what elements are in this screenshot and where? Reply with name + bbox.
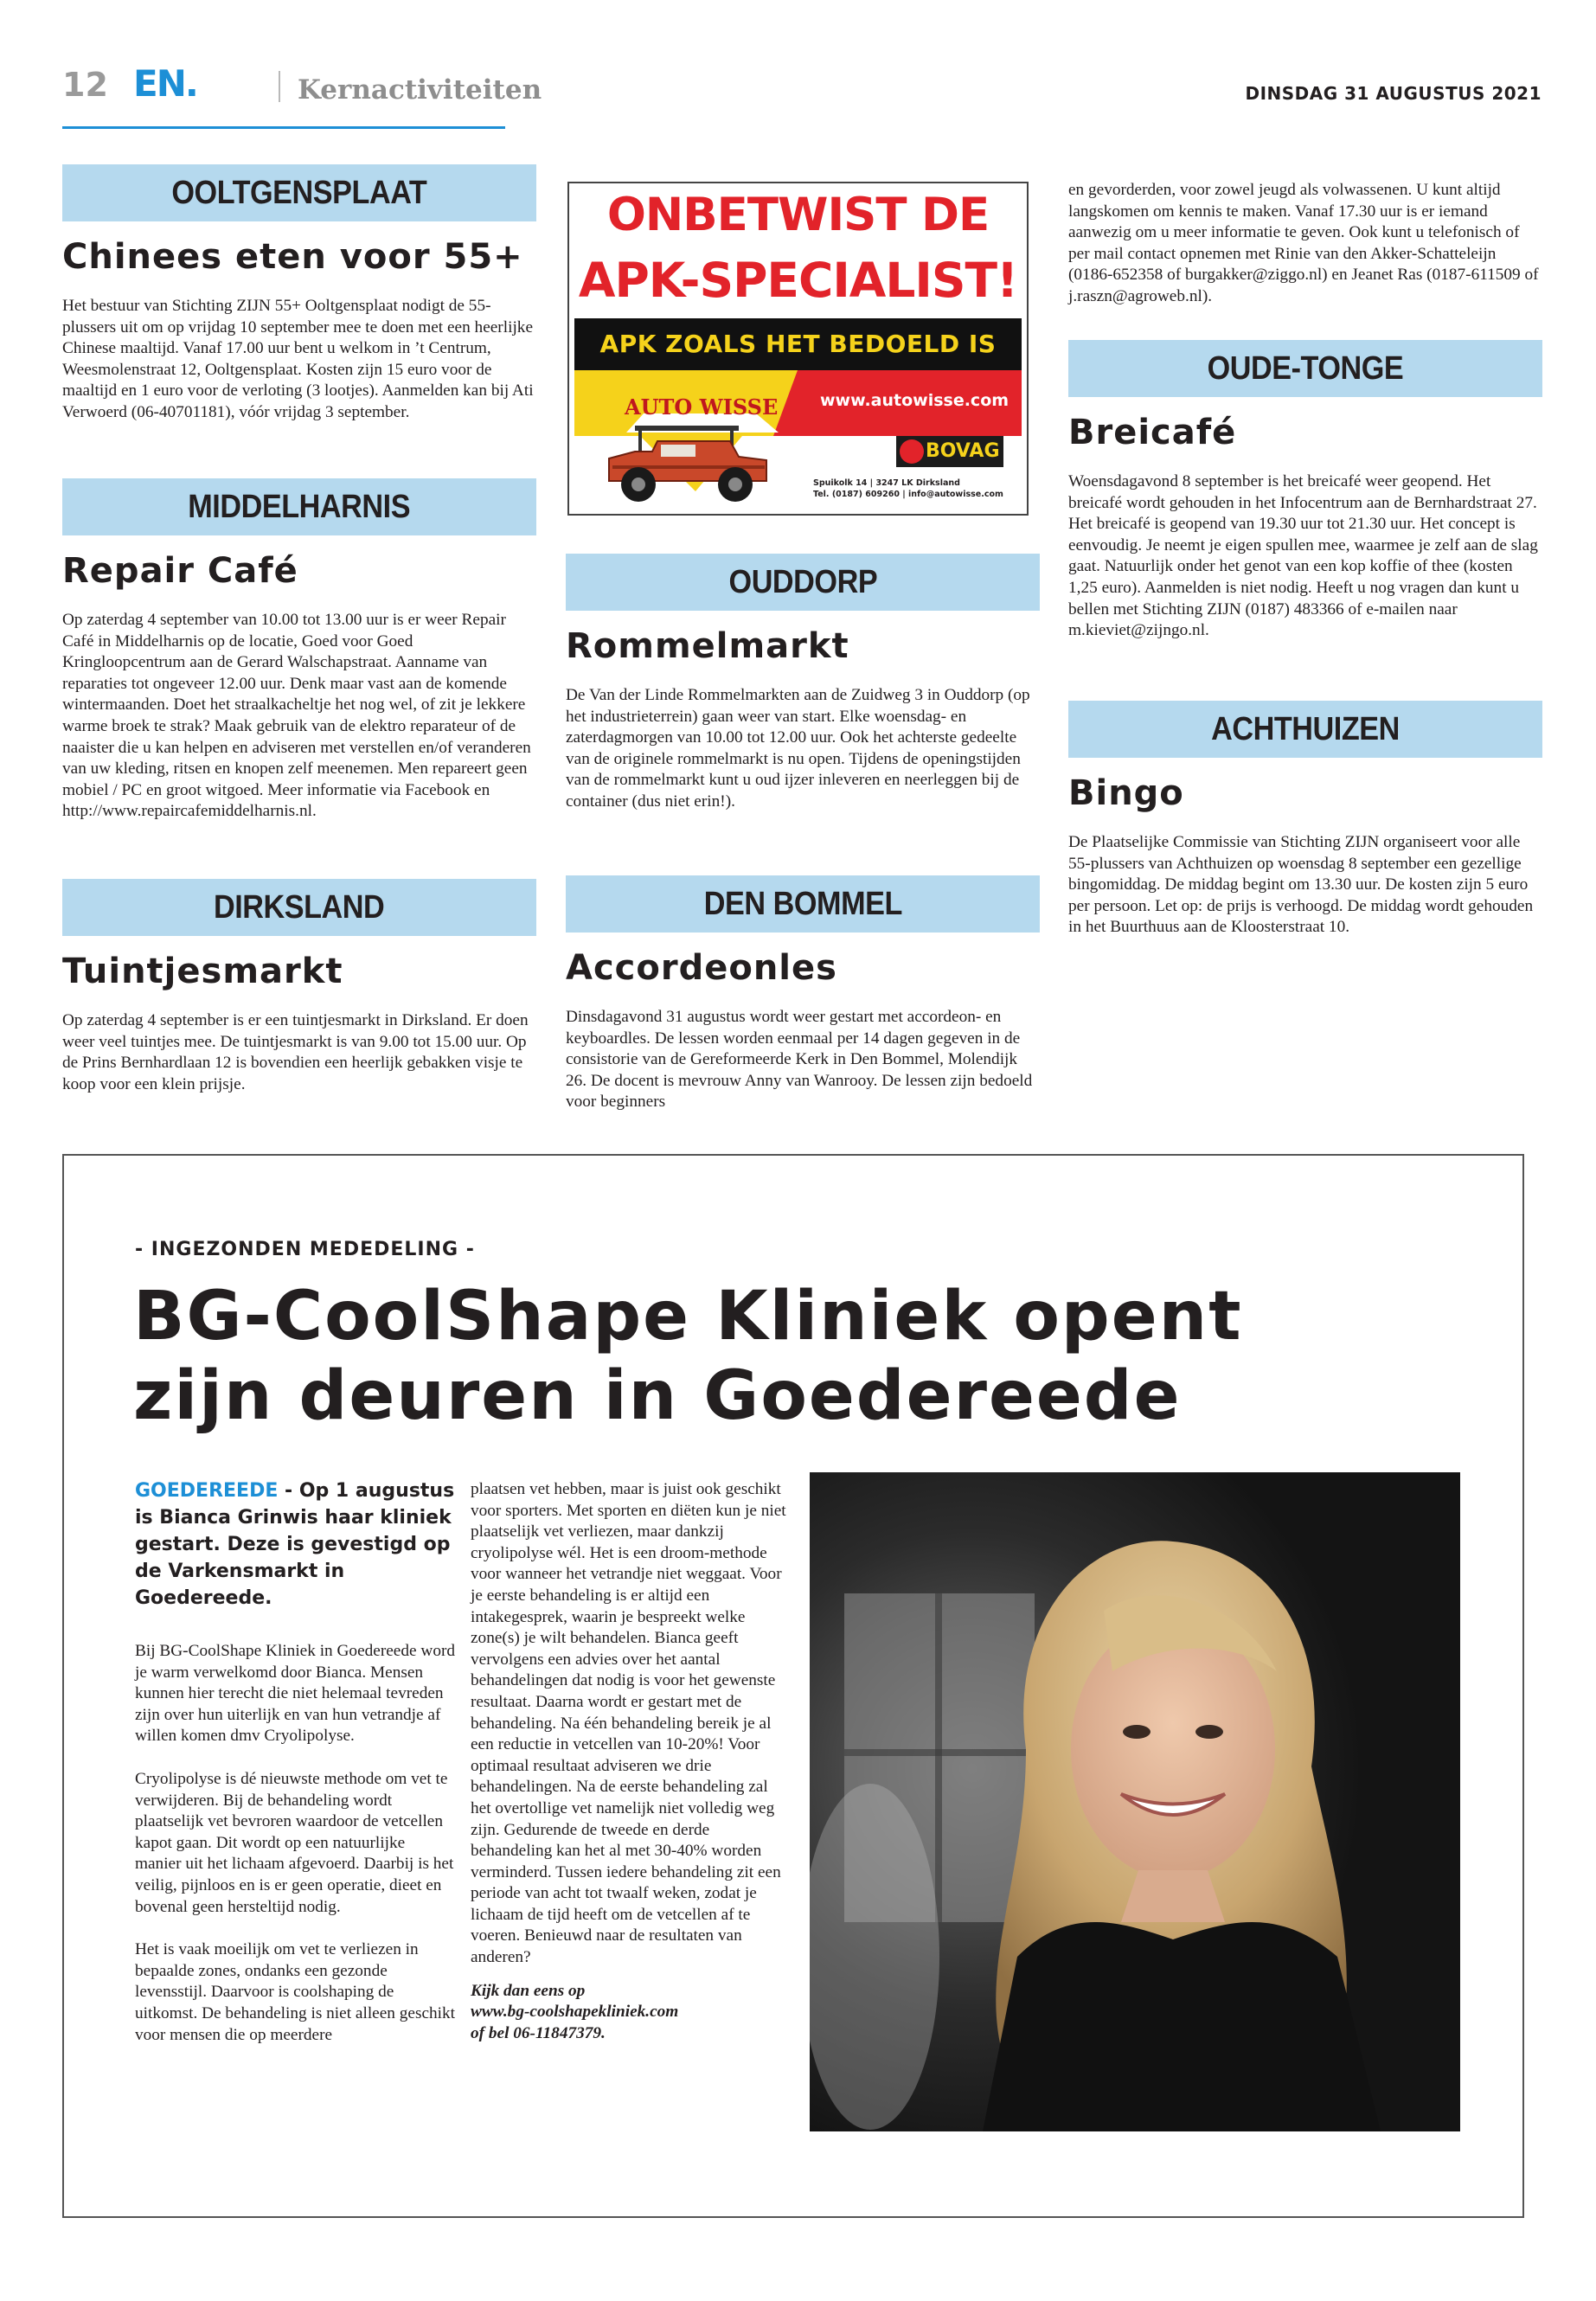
lead-location: GOEDEREEDE [135, 1480, 279, 1502]
bovag-logo-icon [900, 439, 924, 464]
masthead [62, 62, 1542, 114]
advertorial-body [135, 1641, 455, 2046]
ad-website-link[interactable]: www.autowisse.com [820, 391, 1010, 410]
bovag-label: BOVAG [926, 440, 1000, 462]
article-headline: Bingo [1068, 773, 1184, 813]
lead-text: - Op 1 augustus is Bianca Grinwis haar kliniek gestart. Deze is gevestigd op de Varkensmarkt in Goedereede. [135, 1480, 455, 1609]
ad-address [813, 478, 1003, 500]
article-body: Op zaterdag 4 september is er een tuintjesmarkt in Dirksland. Er doen weer veel tuintjes mee. De tuintjesmarkt is van 9.00 tot 15.00 uur. Op de Prins Bernhardlaan 12 is bovendien een heerlijk gebakken visje te koop voor een klein prijsje. [62, 1011, 529, 1093]
article-body: en gevorderden, voor zowel jeugd als volwassenen. U kunt altijd langskomen om kennis te maken. Vanaf 17.30 uur is er iemand aanwezig om u meer informatie te geven. Ook kunt u telefonisch of per mail contact opnemen met Rinie van den Akker-Schatteleijn (0186-652358 of burgakker@ziggo.nl) en Jeanet Ras (0187-611509 of j.raszn@agroweb.nl). [1068, 181, 1539, 305]
location-bar [62, 164, 536, 221]
ad-lower-panel [574, 370, 1022, 510]
article-den-bommel [566, 875, 1040, 1113]
ad-slogan: APK ZOALS HET BEDOELD IS [599, 330, 997, 358]
location-bar [566, 554, 1040, 611]
location-bar [1068, 340, 1542, 397]
location-label: OUDDORP [728, 564, 877, 600]
location-label: ACHTHUIZEN [1211, 711, 1400, 747]
article-body: Woensdagavond 8 september is het breicafé weer geopend. Het breicafé wordt gehouden in het Infocentrum aan de Bernhardstraat 27. Het breicafé is geopend van 19.30 uur tot 21.30 uur. Het concept is eenvoudig. Je neemt je eigen spullen mee, waarmee je zelf aan de slag gaat. Natuurlijk onder het genot van een kop koffie of thee (kosten 1,25 euro). Aanmelden is niet nodig. Heeft u nog vragen dan kunt u bellen met Stichting ZIJN (0187) 483366 of e-mailen naar m.kieviet@zijngo.nl. [1068, 472, 1538, 640]
auto-wisse-advertisement[interactable] [567, 182, 1029, 516]
cta-phone: of bel 06-11847379. [471, 2023, 606, 2042]
article-headline: Breicafé [1068, 413, 1237, 452]
article-headline: Tuintjesmarkt [62, 952, 343, 991]
article-oude-tonge [1068, 340, 1542, 642]
article-headline: Accordeonles [566, 948, 837, 988]
ad-headline-1: ONBETWIST DE [606, 189, 990, 241]
location-bar [62, 879, 536, 936]
article-dirksland [62, 879, 536, 1095]
location-label: MIDDELHARNIS [188, 489, 411, 525]
ad-slogan-band [574, 318, 1022, 370]
advertorial-paragraph: plaatsen vet hebben, maar is juist ook geschikt voor sporters. Met sporten en diëten kun je niet plaatselijk vet verliezen, maar dankzij cryolipolyse wél. Het is een droom-methode voor wanneer het vetrandje niet weggaat. Voor je eerste behandeling is er altijd een intakegesprek, waarin je bespreekt welke zone(s) je wilt behandelen. Bianca geeft vervolgens een advies over het aantal behandelingen dat nodig is voor het gewenste resultaat. Daarna wordt er gestart met de behandeling. Na één behandeling bereik je al een reductie in vetcellen van 10-20%! Voor optimaal resultaat adviseren we drie behandelingen. Na de eerste behandeling zal het overtollige vet namelijk niet volledig weg zijn. Gedurende de tweede en derde behandeling kan het al met 30-40% worden verminderd. Tussen iedere behandeling zit een periode van acht tot twaalf weken, zodat je lichaam de tijd heeft om de vetcellen af te voeren. Benieuwd naar de resultaten van anderen? [471, 1480, 786, 1967]
publication-date: DINSDAG 31 AUGUSTUS 2021 [1245, 83, 1542, 104]
ad-brand-name: AUTO WISSE [625, 394, 779, 420]
ad-address-line: Spuikolk 14 | 3247 LK Dirksland [813, 478, 960, 488]
cta-website-link[interactable]: www.bg-coolshapekliniek.com [471, 2003, 679, 2022]
advertorial-box [62, 1154, 1524, 2218]
face-shape [1071, 1619, 1275, 1879]
advertorial-call-to-action [471, 1981, 791, 2045]
article-headline: Rommelmarkt [566, 626, 849, 666]
location-label: OOLTGENSPLAAT [171, 175, 427, 211]
article-body: De Plaatselijke Commissie van Stichting ZIJN organiseert voor alle 55-plussers van Achthuizen op woensdag 8 september een gezellige bingomiddag. De middag begint om 13.30 uur. De kosten zijn 5 euro per persoon. Let op: de prijs is verhoogd. De middag wordt gehouden in het Buurthuus aan de Kloosterstraat 10. [1068, 833, 1534, 937]
ad-contact-line: Tel. (0187) 609260 | info@autowisse.com [813, 490, 1003, 499]
location-label: DEN BOMMEL [703, 886, 902, 922]
location-label: OUDE-TONGE [1207, 350, 1404, 387]
portrait-photo [810, 1472, 1460, 2131]
masthead-rule [62, 126, 505, 129]
article-headline: Repair Café [62, 551, 298, 591]
advertorial-paragraph: Het is vaak moeilijk om vet te verliezen in bepaalde zones, ondanks een gezonde levensstijl. Daarvoor is coolshaping de uitkomst. De behandeling is niet alleen geschikt voor mensen die op meerdere [135, 1940, 456, 2044]
article-body: Op zaterdag 4 september van 10.00 tot 13.00 uur is er weer Repair Café in Middelharnis op de locatie, Goed voor Goed Kringloopcentrum aan de Gerard Walschapstraat. Aanname van reparaties tot ongeveer 12.00 uur. Denk maar vast aan de komende wintermaanden. Doet het straalkacheltje het nog wel, of zit je lekkere warme broek te strak? Maak gebruik van de elektro reparateur of de naaister die u kan helpen en adviseren met verstellen en/of veranderen van uw kleding, ritsen en knopen zelf meenemen. Men repareert geen mobiel / PC en groot witgoed. Meer informatie via Facebook en http://www.repaircafemiddelharnis.nl. [62, 611, 531, 821]
advertorial-kicker: - INGEZONDEN MEDEDELING - [135, 1239, 475, 1260]
advertorial-column-2 [471, 1479, 791, 2044]
location-bar [1068, 701, 1542, 758]
location-label: DIRKSLAND [214, 889, 385, 926]
article-body: De Van der Linde Rommelmarkten aan de Zuidweg 3 in Ouddorp (op het industrieterrein) gaan weer van start. Elke woensdag- en zaterdagmorgen van 10.00 tot 12.00 uur. Ook het achterste gedeelte van de originele rommelmarkt is nu open. Tijdens de openingstijden van de rommelmarkt kunt u oud ijzer inleveren en neerleggen bij de container (dus niet erin!). [566, 686, 1030, 811]
bovag-badge [896, 436, 1003, 467]
article-ouddorp [566, 554, 1040, 813]
location-bar [62, 478, 536, 535]
article-middelharnis [62, 478, 536, 823]
article-ooltgensplaat [62, 164, 536, 424]
advertorial-lead [135, 1477, 455, 1612]
article-achthuizen [1068, 701, 1542, 939]
advertorial-title [133, 1277, 1344, 1436]
cta-line: Kijk dan eens op [471, 1981, 586, 2000]
article-den-bommel-continued [1068, 180, 1542, 308]
advertorial-paragraph: Bij BG-CoolShape Kliniek in Goedereede word je warm verwelkomd door Bianca. Mensen kunnen hier terecht die niet helemaal tevreden zijn over hun uiterlijk en van hun vetrandje af willen komen dmv Cryolipolyse. [135, 1642, 456, 1746]
location-bar [566, 875, 1040, 933]
article-body: Dinsdagavond 31 augustus wordt weer gestart met accordeon- en keyboardles. De lessen worden eenmaal per 14 dagen gegeven in de consistorie van de Gereformeerde Kerk in Den Bommel, Molendijk 26. De docent is mevrouw Anny van Wanrooy. De lessen zijn bedoeld voor beginners [566, 1008, 1033, 1112]
article-body: Het bestuur van Stichting ZIJN 55+ Ooltgensplaat nodigt de 55-plussers uit om op vrijdag 10 september mee te doen met een heerlijke Chinese maaltijd. Vanaf 17.00 uur bent u welkom in ’t Centrum, Weesmolenstraat 12, Ooltgensplaat. Kosten zijn 15 euro voor de maaltijd en 1 euro voor de verloting (3 lootjes). Aanmelden kan bij Ati Verwoerd (06-40701181), vóór vrijdag 3 september. [62, 297, 534, 421]
advertorial-column-1 [135, 1477, 455, 2067]
advertorial-title-line: BG-CoolShape Kliniek opent [133, 1278, 1243, 1356]
article-headline: Chinees eten voor 55+ [62, 237, 523, 277]
masthead-divider [279, 71, 280, 102]
newspaper-logo[interactable]: EN. [133, 62, 197, 105]
jeep-car-icon [600, 417, 773, 507]
ad-headline-2: APK-SPECIALIST! [578, 253, 1018, 308]
black-top-shape [983, 1922, 1381, 2131]
advertorial-title-line: zijn deuren in Goedereede [133, 1357, 1182, 1435]
advertorial-paragraph: Cryolipolyse is dé nieuwste methode om vet te verwijderen. Bij de behandeling wordt plaatselijk vet bevroren waardoor de vetcellen kapot gaan. Dit wordt op een natuurlijke manier uit het lichaam afgevoerd. Daarbij is het veilig, pijnloos en is er geen operatie, dieet en bovenal geen hersteltijd nodig. [135, 1769, 454, 1916]
page-number: 12 [62, 66, 108, 104]
portrait-illustration [810, 1472, 1460, 2131]
section-name: Kernactiviteiten [298, 74, 542, 106]
